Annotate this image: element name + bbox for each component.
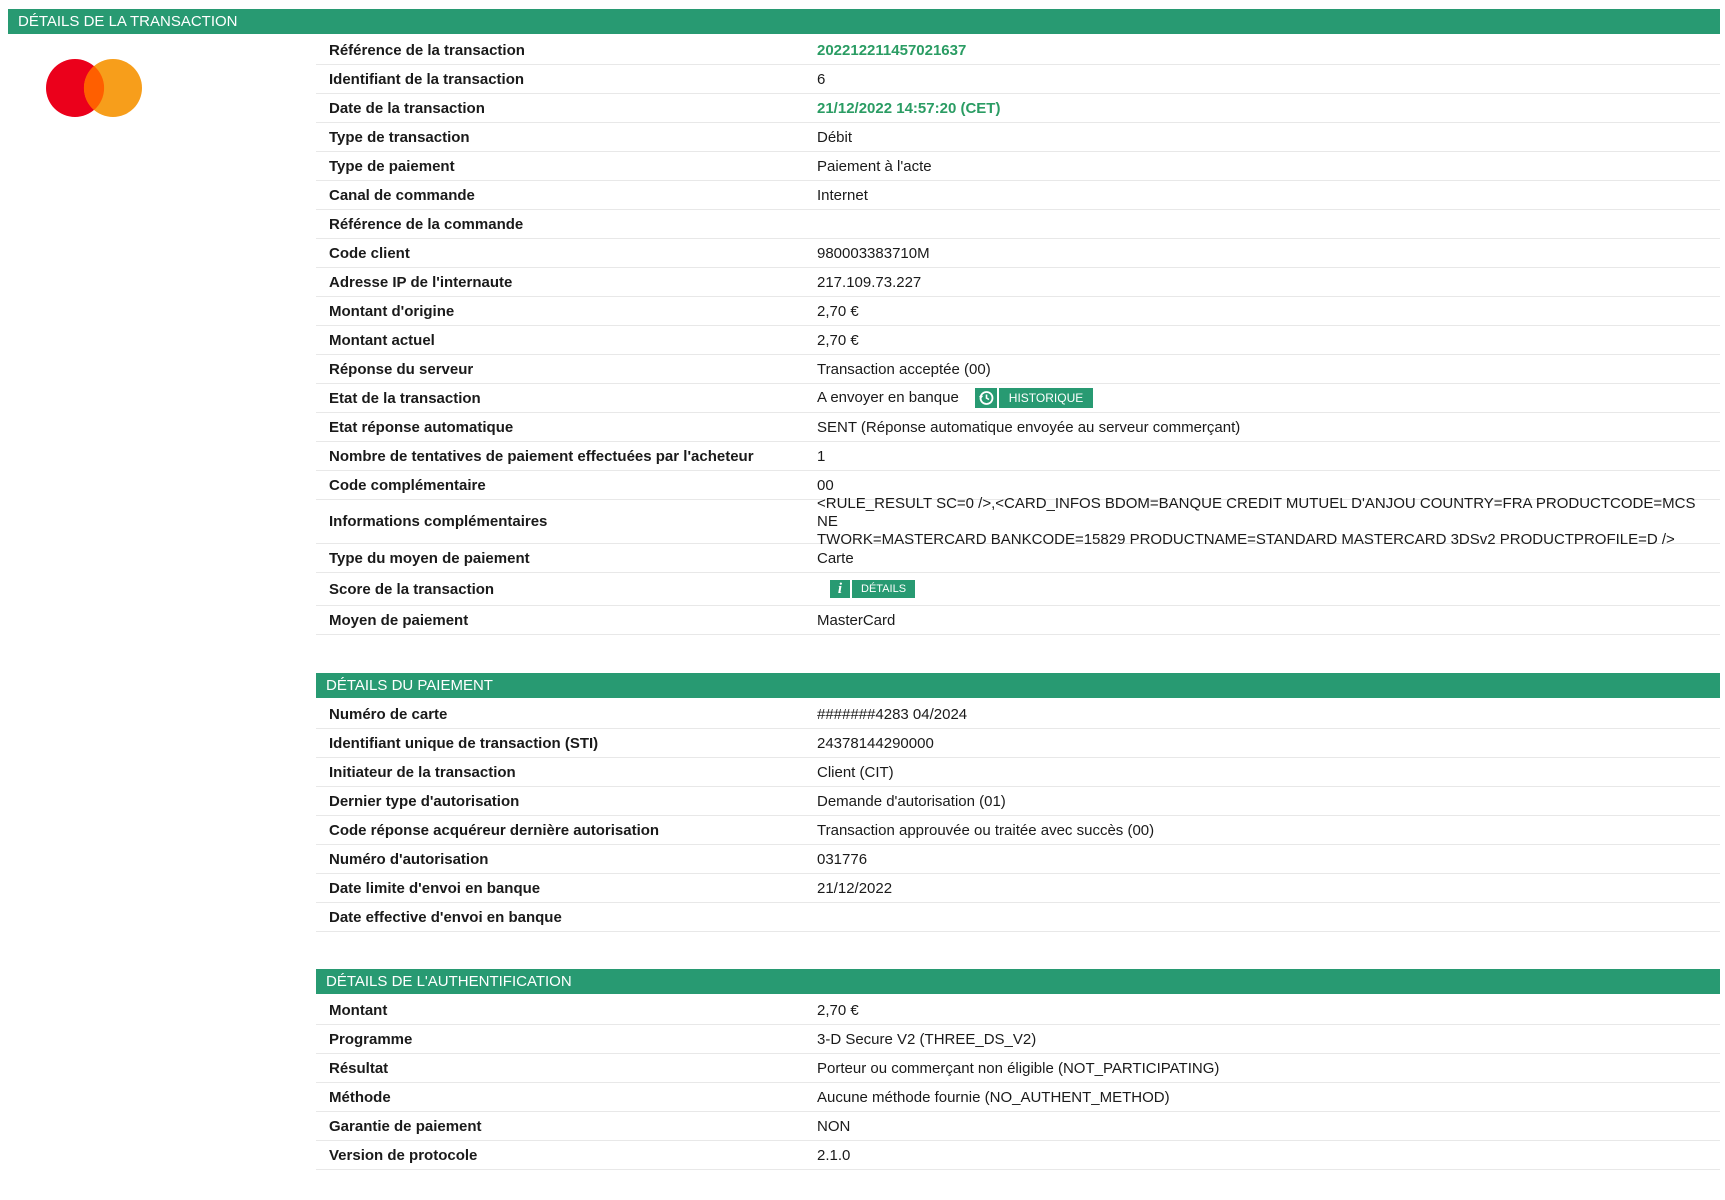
row-label: Numéro d'autorisation bbox=[329, 850, 489, 868]
row-value bbox=[817, 706, 1720, 723]
table-row bbox=[316, 729, 1720, 758]
table-row bbox=[316, 816, 1720, 845]
info-icon: i bbox=[830, 580, 850, 598]
table-row bbox=[316, 996, 1720, 1025]
transaction-details-table bbox=[316, 36, 1720, 635]
row-value bbox=[817, 1060, 1720, 1077]
history-button-label: HISTORIQUE bbox=[999, 388, 1093, 408]
row-label: Résultat bbox=[329, 1059, 389, 1077]
row-value bbox=[817, 274, 1720, 291]
table-row bbox=[316, 413, 1720, 442]
row-value-text: 202212211457021637 bbox=[817, 41, 967, 59]
row-label: Initiateur de la transaction bbox=[329, 763, 516, 781]
row-label: Dernier type d'autorisation bbox=[329, 792, 520, 810]
row-value bbox=[817, 477, 1720, 494]
row-label: Identifiant de la transaction bbox=[329, 70, 525, 88]
row-label: Garantie de paiement bbox=[329, 1117, 482, 1135]
table-row bbox=[316, 94, 1720, 123]
row-value bbox=[817, 388, 1720, 408]
row-label: Montant d'origine bbox=[329, 302, 455, 320]
details-button-label: DÉTAILS bbox=[852, 580, 915, 598]
table-row bbox=[316, 845, 1720, 874]
row-value bbox=[817, 129, 1720, 146]
table-row bbox=[316, 384, 1720, 413]
row-value bbox=[817, 419, 1720, 436]
row-value bbox=[817, 1147, 1720, 1164]
row-value bbox=[817, 495, 1720, 549]
table-row bbox=[316, 123, 1720, 152]
table-row bbox=[316, 210, 1720, 239]
table-row bbox=[316, 181, 1720, 210]
row-value-text: 24378144290000 bbox=[817, 734, 934, 752]
row-label: Etat de la transaction bbox=[329, 389, 481, 407]
row-label: Score de la transaction bbox=[329, 580, 495, 598]
row-value bbox=[817, 764, 1720, 781]
table-row bbox=[316, 268, 1720, 297]
row-value-text: 6 bbox=[817, 70, 826, 88]
history-button[interactable] bbox=[975, 388, 1093, 408]
row-label: Réponse du serveur bbox=[329, 360, 474, 378]
table-row bbox=[316, 1025, 1720, 1054]
row-value bbox=[817, 1118, 1720, 1135]
row-value bbox=[817, 100, 1720, 117]
row-value-text: Client (CIT) bbox=[817, 763, 894, 781]
row-value-text: 21/12/2022 bbox=[817, 879, 893, 897]
table-row bbox=[316, 326, 1720, 355]
row-value-text: 3-D Secure V2 (THREE_DS_V2) bbox=[817, 1030, 1037, 1048]
authentication-details-table bbox=[316, 996, 1720, 1170]
row-label: Code complémentaire bbox=[329, 476, 486, 494]
row-label: Méthode bbox=[329, 1088, 391, 1106]
row-label: Date effective d'envoi en banque bbox=[329, 908, 562, 926]
table-row bbox=[316, 1141, 1720, 1170]
row-value bbox=[817, 42, 1720, 59]
row-value bbox=[817, 361, 1720, 378]
row-label: Identifiant unique de transaction (STI) bbox=[329, 734, 599, 752]
row-value bbox=[817, 158, 1720, 175]
payment-details-header: DÉTAILS DU PAIEMENT bbox=[316, 673, 1720, 698]
row-value-text: Transaction approuvée ou traitée avec succès (00) bbox=[817, 821, 1155, 839]
transaction-details-header: DÉTAILS DE LA TRANSACTION bbox=[8, 9, 1720, 34]
mastercard-logo-icon bbox=[45, 58, 143, 118]
table-row bbox=[316, 1112, 1720, 1141]
row-value bbox=[817, 822, 1720, 839]
table-row bbox=[316, 787, 1720, 816]
table-row bbox=[316, 1083, 1720, 1112]
table-row bbox=[316, 355, 1720, 384]
table-row bbox=[316, 65, 1720, 94]
row-label: Type de transaction bbox=[329, 128, 470, 146]
row-value-line: TWORK=MASTERCARD BANKCODE=15829 PRODUCTNAME=STANDARD MASTERCARD 3DSv2 PRODUCTPROFILE=D /> bbox=[817, 530, 1675, 548]
row-value bbox=[817, 580, 1720, 599]
table-row bbox=[316, 544, 1720, 573]
row-value-text: Transaction acceptée (00) bbox=[817, 360, 991, 378]
row-label: Référence de la commande bbox=[329, 215, 524, 233]
row-value-text: Internet bbox=[817, 186, 868, 204]
row-value-text: Porteur ou commerçant non éligible (NOT_PARTICIPATING) bbox=[817, 1059, 1220, 1077]
row-value bbox=[817, 1002, 1720, 1019]
row-value bbox=[817, 612, 1720, 629]
table-row bbox=[316, 494, 1720, 548]
row-label: Version de protocole bbox=[329, 1146, 478, 1164]
row-value-text: SENT (Réponse automatique envoyée au serveur commerçant) bbox=[817, 418, 1241, 436]
table-row bbox=[316, 442, 1720, 471]
row-value-text: 00 bbox=[817, 476, 834, 494]
payment-details-table bbox=[316, 700, 1720, 932]
table-row bbox=[316, 239, 1720, 268]
row-value bbox=[817, 303, 1720, 320]
row-value bbox=[817, 735, 1720, 752]
row-value-text: 031776 bbox=[817, 850, 868, 868]
row-value bbox=[817, 880, 1720, 897]
row-value bbox=[817, 1031, 1720, 1048]
row-label: Référence de la transaction bbox=[329, 41, 525, 59]
details-button[interactable] bbox=[830, 580, 915, 598]
row-label: Montant bbox=[329, 1001, 388, 1019]
row-value-text: 21/12/2022 14:57:20 (CET) bbox=[817, 99, 1001, 117]
row-value-text: Carte bbox=[817, 549, 854, 567]
row-label: Programme bbox=[329, 1030, 413, 1048]
table-row bbox=[316, 874, 1720, 903]
row-value bbox=[817, 187, 1720, 204]
row-value bbox=[817, 448, 1720, 465]
row-value-text: NON bbox=[817, 1117, 851, 1135]
row-label: Numéro de carte bbox=[329, 705, 448, 723]
row-label: Type du moyen de paiement bbox=[329, 549, 530, 567]
row-value bbox=[817, 1089, 1720, 1106]
row-label: Date de la transaction bbox=[329, 99, 485, 117]
row-value-text: 2,70 € bbox=[817, 302, 859, 320]
row-value-text: A envoyer en banque bbox=[817, 388, 959, 406]
row-value bbox=[817, 793, 1720, 810]
row-value-text: 2,70 € bbox=[817, 331, 859, 349]
row-label: Moyen de paiement bbox=[329, 611, 469, 629]
row-label: Date limite d'envoi en banque bbox=[329, 879, 541, 897]
row-label: Nombre de tentatives de paiement effectuées par l'acheteur bbox=[329, 447, 754, 465]
table-row bbox=[316, 36, 1720, 65]
row-value bbox=[817, 332, 1720, 349]
row-label: Type de paiement bbox=[329, 157, 455, 175]
table-row bbox=[316, 297, 1720, 326]
row-label: Etat réponse automatique bbox=[329, 418, 514, 436]
row-value-text: 980003383710M bbox=[817, 244, 930, 262]
table-row bbox=[316, 1054, 1720, 1083]
row-value-text: Débit bbox=[817, 128, 853, 146]
row-value-text: 217.109.73.227 bbox=[817, 273, 922, 291]
row-label: Canal de commande bbox=[329, 186, 475, 204]
row-value-text: 1 bbox=[817, 447, 826, 465]
row-value bbox=[817, 245, 1720, 262]
row-label: Montant actuel bbox=[329, 331, 435, 349]
row-label: Adresse IP de l'internaute bbox=[329, 273, 513, 291]
table-row bbox=[316, 700, 1720, 729]
row-value-text: Demande d'autorisation (01) bbox=[817, 792, 1006, 810]
row-label: Informations complémentaires bbox=[329, 513, 548, 530]
row-value-text: Paiement à l'acte bbox=[817, 157, 932, 175]
row-value-text: MasterCard bbox=[817, 611, 896, 629]
history-clock-icon bbox=[975, 388, 997, 408]
row-value-line: <RULE_RESULT SC=0 />,<CARD_INFOS BDOM=BANQUE CREDIT MUTUEL D'ANJOU COUNTRY=FRA PRODUCTCODE=MCS NE bbox=[817, 494, 1696, 530]
row-value bbox=[817, 550, 1720, 567]
row-label: Code réponse acquéreur dernière autorisation bbox=[329, 821, 660, 839]
row-label: Code client bbox=[329, 244, 410, 262]
table-row bbox=[316, 152, 1720, 181]
row-value bbox=[817, 71, 1720, 88]
authentication-details-header: DÉTAILS DE L'AUTHENTIFICATION bbox=[316, 969, 1720, 994]
table-row bbox=[316, 758, 1720, 787]
row-value-text: 2,70 € bbox=[817, 1001, 859, 1019]
row-value-text: Aucune méthode fournie (NO_AUTHENT_METHOD) bbox=[817, 1088, 1170, 1106]
row-value-text: 2.1.0 bbox=[817, 1146, 851, 1164]
table-row bbox=[316, 573, 1720, 606]
row-value bbox=[817, 851, 1720, 868]
row-value-text: #######4283 04/2024 bbox=[817, 705, 968, 723]
table-row bbox=[316, 606, 1720, 635]
table-row bbox=[316, 903, 1720, 932]
